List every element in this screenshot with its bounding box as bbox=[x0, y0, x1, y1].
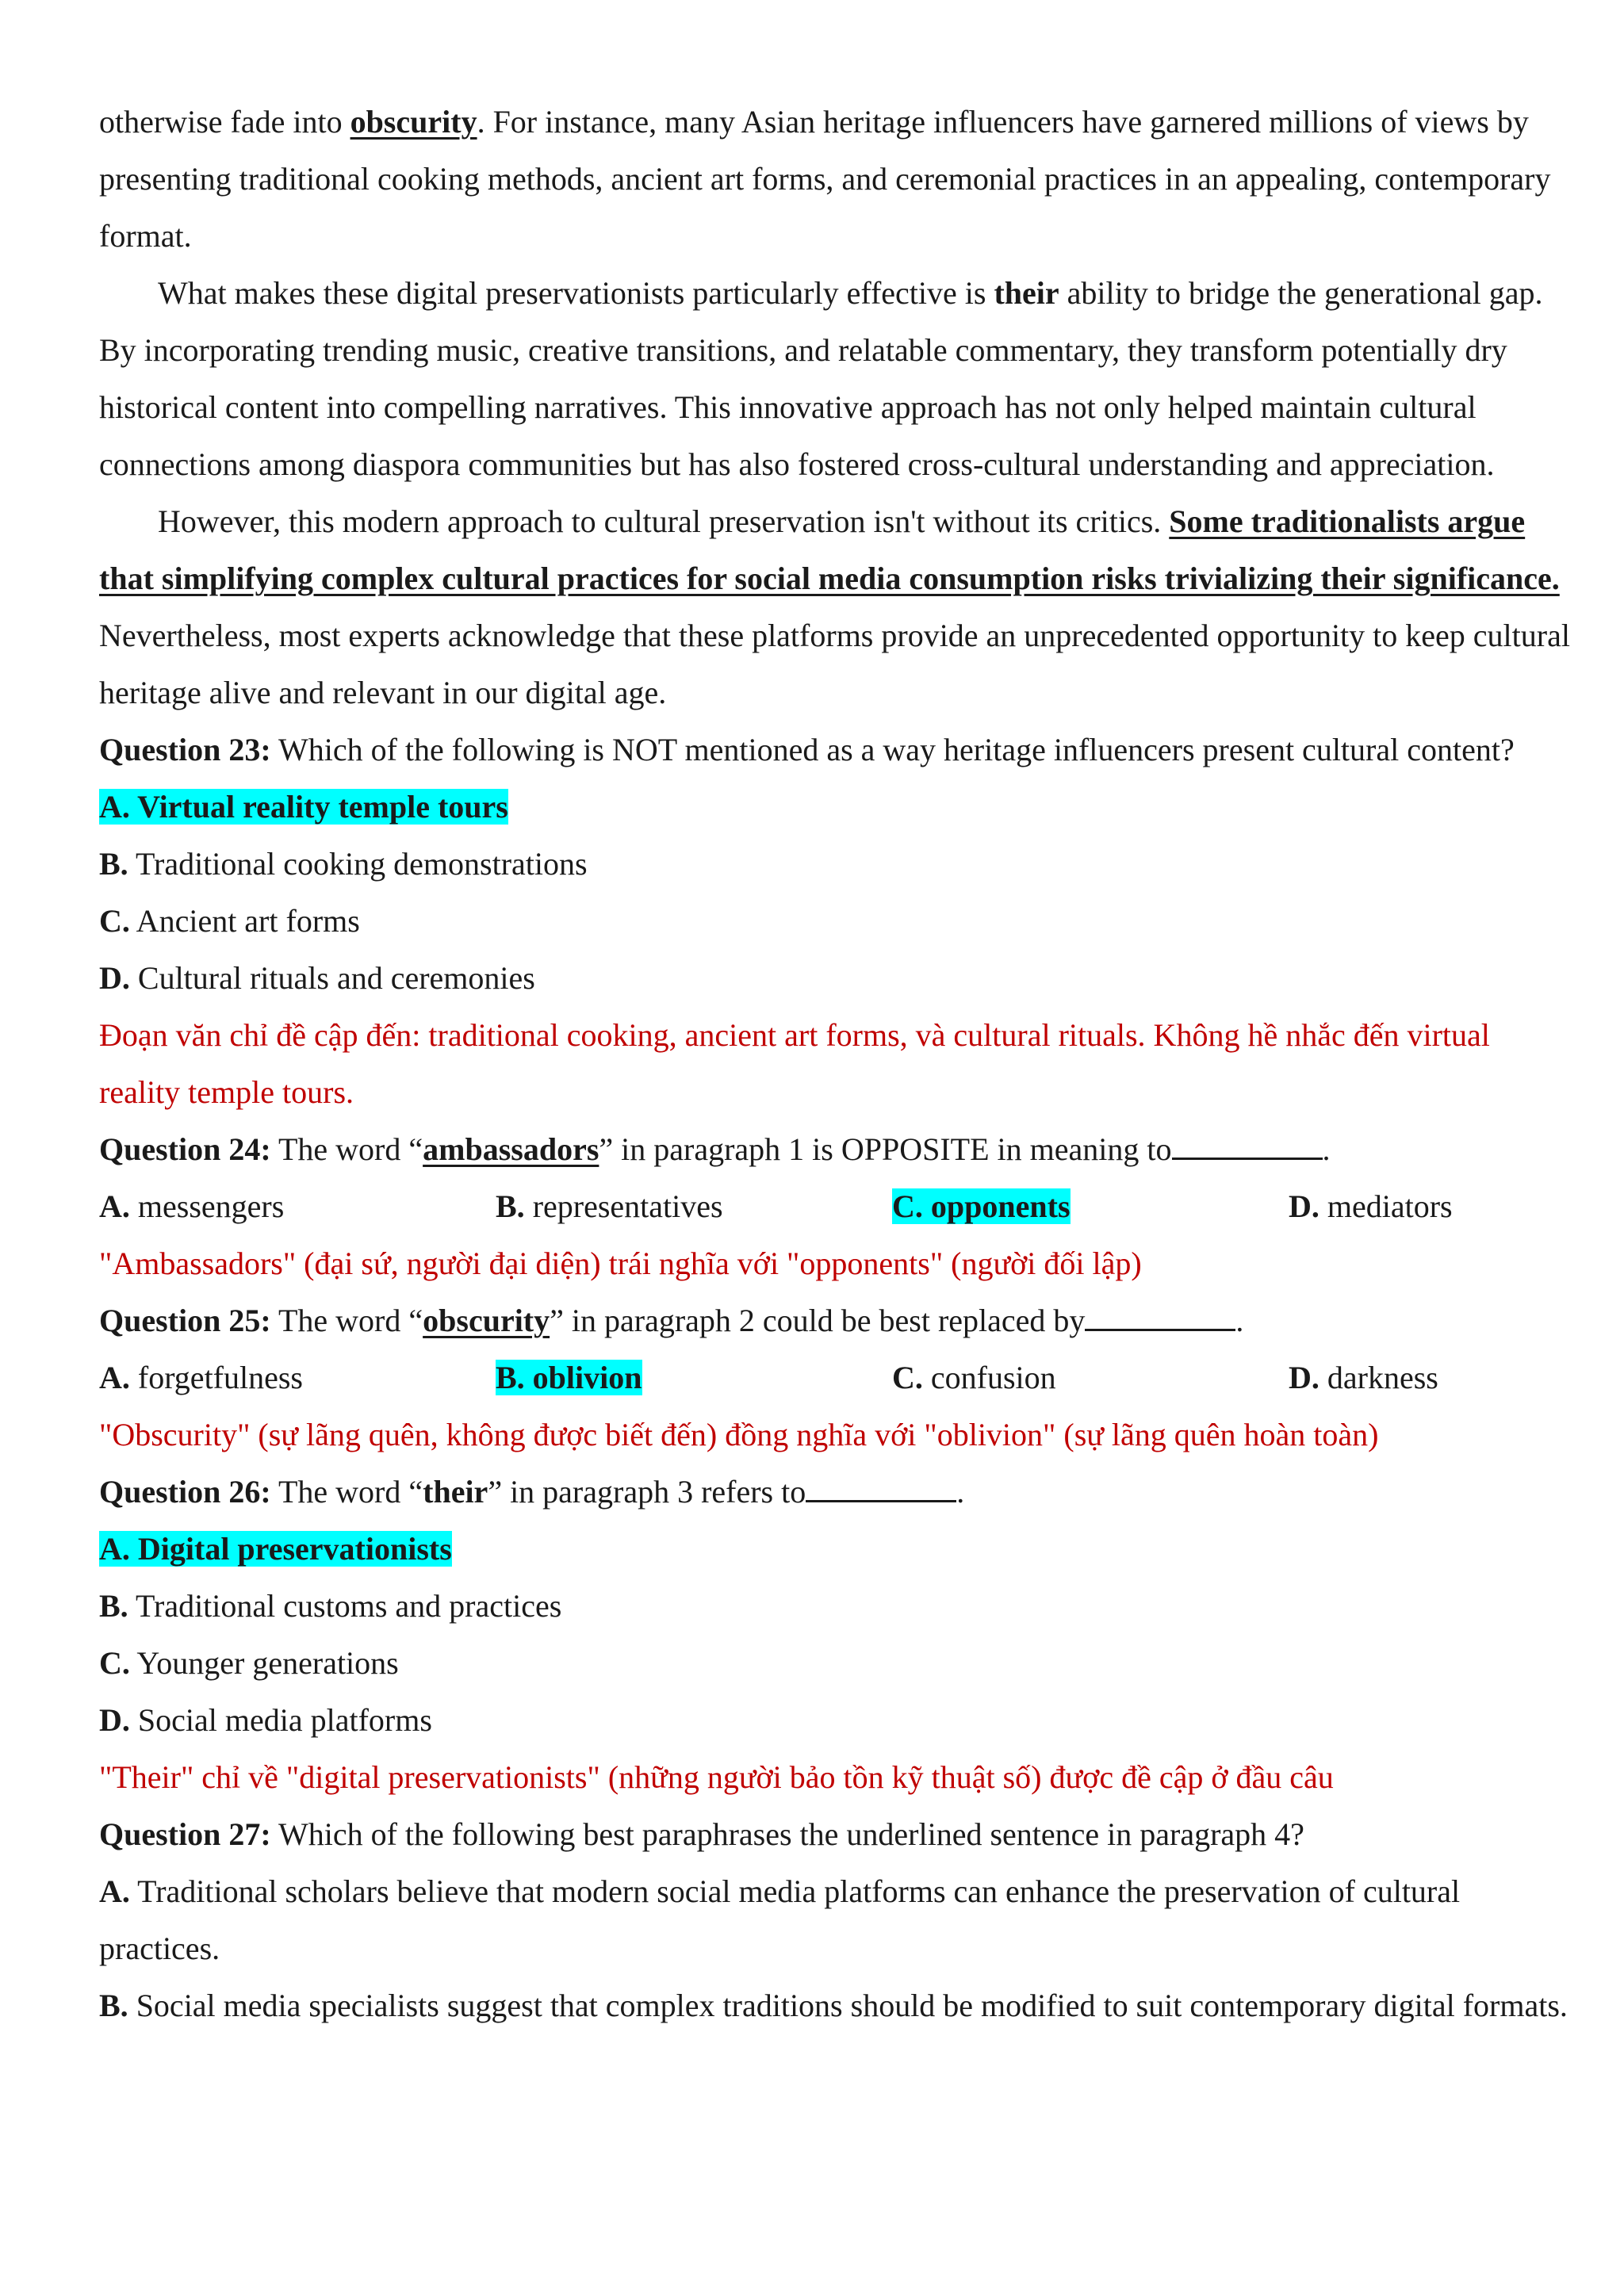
q25-option-a bbox=[99, 1349, 496, 1406]
text-run: The word “ bbox=[270, 1131, 423, 1167]
text-run: ” in paragraph 2 could be best replaced by bbox=[550, 1303, 1086, 1338]
q25-option-d bbox=[1289, 1349, 1438, 1406]
q23-option-a bbox=[99, 779, 1576, 836]
text-run: . bbox=[1322, 1131, 1331, 1167]
q25-option-c bbox=[892, 1349, 1289, 1406]
option-letter: D. bbox=[99, 960, 130, 996]
question-25 bbox=[99, 1292, 1576, 1349]
question-text: Which of the following is NOT mentioned as a way heritage influencers present cultural content? bbox=[270, 732, 1515, 767]
text-run: ” in paragraph 1 is OPPOSITE in meaning to bbox=[599, 1131, 1172, 1167]
option-text: darkness bbox=[1319, 1360, 1438, 1395]
q24-option-c bbox=[892, 1178, 1289, 1235]
question-label: Question 24: bbox=[99, 1131, 271, 1167]
correct-answer: A. Digital preservationists bbox=[99, 1531, 452, 1567]
question-label: Question 25: bbox=[99, 1303, 271, 1338]
question-label: Question 26: bbox=[99, 1474, 271, 1510]
option-letter: B. bbox=[99, 846, 128, 882]
option-letter: A. bbox=[99, 1188, 130, 1224]
option-letter: B. bbox=[496, 1188, 525, 1224]
option-text: Social media specialists suggest that complex traditions should be modified to suit contemporary digital formats. bbox=[128, 1988, 1568, 2023]
q26-option-c bbox=[99, 1635, 1576, 1692]
option-text: messengers bbox=[129, 1188, 285, 1224]
text-run: However, this modern approach to cultural preservation isn't without its critics. bbox=[158, 503, 1170, 539]
option-text: Ancient art forms bbox=[129, 903, 360, 939]
option-text: representatives bbox=[524, 1188, 723, 1224]
option-letter: D. bbox=[99, 1702, 130, 1738]
option-text: Traditional scholars believe that modern social media platforms can enhance the preservation of cultural practices. bbox=[99, 1873, 1461, 1966]
text-run: . For instance, many Asian heritage influencers have garnered millions of views by presenting traditional cooking methods, ancient art forms, and ceremonial practices in an appealing, contemporary format. bbox=[99, 104, 1551, 254]
text-run: What makes these digital preservationists particularly effective is bbox=[158, 275, 994, 311]
question-26 bbox=[99, 1464, 1576, 1521]
option-text: Cultural rituals and ceremonies bbox=[129, 960, 535, 996]
q26-explanation: "Their" chỉ về "digital preservationists" (những người bảo tồn kỹ thuật số) được đề cập ở đầu câu bbox=[99, 1759, 1334, 1795]
answer-blank bbox=[806, 1468, 956, 1502]
q23-option-c bbox=[99, 893, 1576, 950]
correct-answer: A. Virtual reality temple tours bbox=[99, 789, 508, 825]
passage-paragraph-4 bbox=[99, 493, 1576, 721]
option-text: confusion bbox=[922, 1360, 1056, 1395]
text-run: ability to bridge the generational gap. By incorporating trending music, creative transitions, and relatable commentary, they transform potentially dry historical content into compelling narratives. This innovative approach has not only helped maintain cultural connections among diaspora communities but has also fostered cross-cultural understanding and appreciation. bbox=[99, 275, 1543, 482]
option-letter: B. bbox=[99, 1588, 128, 1624]
question-label: Question 27: bbox=[99, 1816, 271, 1852]
text-run: Nevertheless, most experts acknowledge that these platforms provide an unprecedented opportunity to keep cultural heritage alive and relevant in our digital age. bbox=[99, 618, 1570, 710]
option-text: Traditional cooking demonstrations bbox=[128, 846, 588, 882]
underlined-sentence: Some traditionalists argue that simplifying complex cultural practices for social media consumption risks trivializing their significance. bbox=[99, 503, 1560, 596]
q24-option-a bbox=[99, 1178, 496, 1235]
q23-option-d bbox=[99, 950, 1576, 1007]
keyword-obscurity: obscurity bbox=[423, 1303, 550, 1338]
q24-explanation: "Ambassadors" (đại sứ, người đại diện) trái nghĩa với "opponents" (người đối lập) bbox=[99, 1246, 1142, 1281]
question-text: Which of the following best paraphrases the underlined sentence in paragraph 4? bbox=[270, 1816, 1304, 1852]
keyword-their: their bbox=[994, 275, 1059, 311]
q26-option-b bbox=[99, 1578, 1576, 1635]
answer-blank bbox=[1085, 1297, 1235, 1331]
option-letter: D. bbox=[1289, 1360, 1320, 1395]
option-text: Social media platforms bbox=[129, 1702, 432, 1738]
q26-option-d bbox=[99, 1692, 1576, 1749]
q25-option-b bbox=[496, 1349, 892, 1406]
question-23 bbox=[99, 721, 1576, 779]
q25-explanation: "Obscurity" (sự lãng quên, không được biết đến) đồng nghĩa với "oblivion" (sự lãng quên hoàn toàn) bbox=[99, 1417, 1379, 1452]
correct-answer: B. oblivion bbox=[496, 1360, 642, 1395]
q24-option-d bbox=[1289, 1178, 1453, 1235]
passage-paragraph-2-end bbox=[99, 94, 1576, 265]
option-letter: A. bbox=[99, 1360, 130, 1395]
q24-option-b bbox=[496, 1178, 892, 1235]
option-letter: B. bbox=[99, 1988, 128, 2023]
q26-option-a bbox=[99, 1521, 1576, 1578]
option-text: Younger generations bbox=[129, 1645, 399, 1681]
option-letter: D. bbox=[1289, 1188, 1320, 1224]
question-27 bbox=[99, 1806, 1576, 1863]
keyword-obscurity: obscurity bbox=[350, 104, 477, 140]
answer-blank bbox=[1172, 1126, 1323, 1160]
passage-paragraph-3 bbox=[99, 265, 1576, 493]
keyword-their: their bbox=[423, 1474, 488, 1510]
text-run: . bbox=[956, 1474, 965, 1510]
q23-option-b bbox=[99, 836, 1576, 893]
q23-explanation: Đoạn văn chỉ đề cập đến: traditional cooking, ancient art forms, và cultural rituals. Không hề nhắc đến virtual reality temple tours. bbox=[99, 1017, 1490, 1110]
question-24 bbox=[99, 1121, 1576, 1178]
question-label: Question 23: bbox=[99, 732, 271, 767]
option-letter: C. bbox=[99, 903, 130, 939]
option-text: Traditional customs and practices bbox=[128, 1588, 562, 1624]
text-run: otherwise fade into bbox=[99, 104, 350, 140]
text-run: The word “ bbox=[270, 1474, 423, 1510]
keyword-ambassadors: ambassadors bbox=[423, 1131, 599, 1167]
option-text: forgetfulness bbox=[129, 1360, 303, 1395]
text-run: . bbox=[1235, 1303, 1244, 1338]
correct-answer: C. opponents bbox=[892, 1188, 1071, 1224]
option-letter: C. bbox=[892, 1360, 923, 1395]
q27-option-b bbox=[99, 1977, 1576, 2034]
q27-option-a bbox=[99, 1863, 1576, 1977]
option-letter: A. bbox=[99, 1873, 130, 1909]
q24-options bbox=[99, 1178, 1576, 1235]
text-run: ” in paragraph 3 refers to bbox=[488, 1474, 806, 1510]
option-letter: C. bbox=[99, 1645, 130, 1681]
q25-options bbox=[99, 1349, 1576, 1406]
option-text: mediators bbox=[1319, 1188, 1453, 1224]
text-run: The word “ bbox=[270, 1303, 423, 1338]
